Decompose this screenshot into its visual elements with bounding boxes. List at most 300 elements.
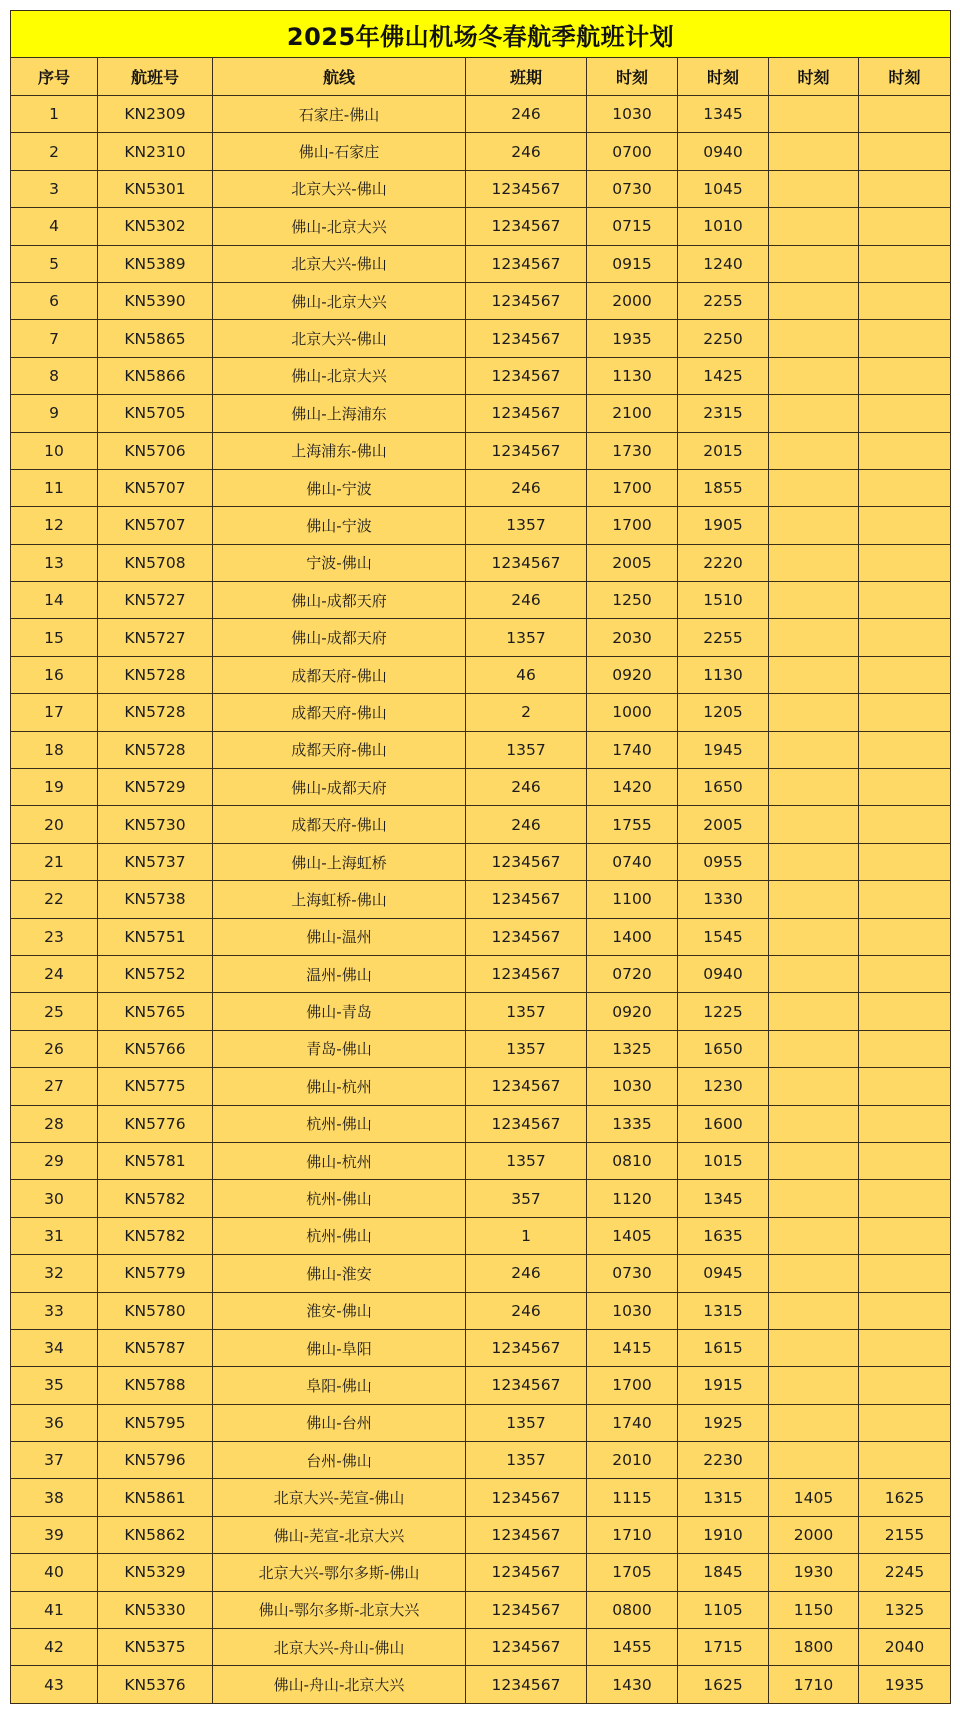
cell-time-3: 1930 — [769, 1554, 859, 1591]
cell-time-2: 1010 — [678, 208, 769, 245]
cell-days: 1234567 — [466, 1591, 587, 1628]
table-row — [11, 843, 951, 880]
cell-time-2: 1045 — [678, 170, 769, 207]
cell-route: 佛山-宁波 — [213, 507, 466, 544]
table-row — [11, 1404, 951, 1441]
cell-flight-no: KN5727 — [98, 619, 213, 656]
cell-seq: 31 — [11, 1217, 98, 1254]
cell-days: 246 — [466, 806, 587, 843]
cell-time-4 — [859, 395, 951, 432]
cell-time-2: 2015 — [678, 432, 769, 469]
cell-route: 佛山-北京大兴 — [213, 282, 466, 319]
cell-time-2: 1015 — [678, 1142, 769, 1179]
cell-time-3 — [769, 1329, 859, 1366]
cell-days: 1357 — [466, 1142, 587, 1179]
header-route: 航线 — [213, 58, 466, 96]
cell-seq: 9 — [11, 395, 98, 432]
cell-flight-no: KN5707 — [98, 507, 213, 544]
cell-route: 成都天府-佛山 — [213, 731, 466, 768]
header-flight-no: 航班号 — [98, 58, 213, 96]
cell-seq: 14 — [11, 582, 98, 619]
cell-time-3 — [769, 881, 859, 918]
table-row — [11, 1105, 951, 1142]
table-row — [11, 769, 951, 806]
cell-time-1: 1400 — [587, 918, 678, 955]
cell-route: 杭州-佛山 — [213, 1180, 466, 1217]
cell-time-1: 0800 — [587, 1591, 678, 1628]
table-row — [11, 507, 951, 544]
table-row — [11, 1442, 951, 1479]
cell-route: 淮安-佛山 — [213, 1292, 466, 1329]
cell-time-3 — [769, 1292, 859, 1329]
cell-time-3 — [769, 282, 859, 319]
cell-time-4 — [859, 1105, 951, 1142]
cell-route: 上海虹桥-佛山 — [213, 881, 466, 918]
cell-time-4: 1625 — [859, 1479, 951, 1516]
cell-time-4 — [859, 245, 951, 282]
cell-days: 1234567 — [466, 1367, 587, 1404]
cell-flight-no: KN5389 — [98, 245, 213, 282]
cell-seq: 23 — [11, 918, 98, 955]
cell-days: 246 — [466, 1255, 587, 1292]
cell-route: 温州-佛山 — [213, 955, 466, 992]
cell-days: 1357 — [466, 619, 587, 656]
cell-time-3 — [769, 96, 859, 133]
table-row — [11, 619, 951, 656]
cell-time-2: 1905 — [678, 507, 769, 544]
table-row — [11, 1629, 951, 1666]
cell-time-1: 1420 — [587, 769, 678, 806]
cell-time-2: 1545 — [678, 918, 769, 955]
cell-time-1: 2100 — [587, 395, 678, 432]
table-row — [11, 1180, 951, 1217]
cell-time-4 — [859, 1030, 951, 1067]
cell-route: 台州-佛山 — [213, 1442, 466, 1479]
cell-flight-no: KN5787 — [98, 1329, 213, 1366]
cell-flight-no: KN5390 — [98, 282, 213, 319]
table-row — [11, 1516, 951, 1553]
cell-time-4 — [859, 1180, 951, 1217]
cell-time-4 — [859, 1142, 951, 1179]
flight-schedule-table — [10, 10, 951, 1704]
table-row — [11, 881, 951, 918]
cell-days: 1234567 — [466, 1516, 587, 1553]
cell-time-1: 1335 — [587, 1105, 678, 1142]
cell-seq: 18 — [11, 731, 98, 768]
cell-flight-no: KN5779 — [98, 1255, 213, 1292]
cell-days: 1234567 — [466, 1479, 587, 1516]
cell-time-4 — [859, 806, 951, 843]
cell-seq: 12 — [11, 507, 98, 544]
cell-flight-no: KN5730 — [98, 806, 213, 843]
table-row — [11, 357, 951, 394]
cell-days: 246 — [466, 1292, 587, 1329]
cell-flight-no: KN5781 — [98, 1142, 213, 1179]
cell-time-1: 1730 — [587, 432, 678, 469]
cell-days: 246 — [466, 582, 587, 619]
cell-route: 佛山-杭州 — [213, 1068, 466, 1105]
cell-time-3 — [769, 1180, 859, 1217]
cell-route: 上海浦东-佛山 — [213, 432, 466, 469]
cell-time-3 — [769, 208, 859, 245]
cell-seq: 22 — [11, 881, 98, 918]
cell-time-4: 1325 — [859, 1591, 951, 1628]
cell-time-3 — [769, 918, 859, 955]
header-time-2: 时刻 — [678, 58, 769, 96]
cell-time-3 — [769, 993, 859, 1030]
cell-seq: 37 — [11, 1442, 98, 1479]
table-row — [11, 731, 951, 768]
cell-time-2: 1205 — [678, 694, 769, 731]
cell-seq: 27 — [11, 1068, 98, 1105]
cell-time-2: 2230 — [678, 1442, 769, 1479]
table-row — [11, 245, 951, 282]
cell-time-4 — [859, 282, 951, 319]
cell-time-3: 1150 — [769, 1591, 859, 1628]
cell-time-4 — [859, 1068, 951, 1105]
cell-time-3 — [769, 507, 859, 544]
cell-seq: 10 — [11, 432, 98, 469]
table-row — [11, 694, 951, 731]
cell-time-4 — [859, 96, 951, 133]
cell-time-4 — [859, 993, 951, 1030]
cell-time-1: 1405 — [587, 1217, 678, 1254]
cell-time-2: 1845 — [678, 1554, 769, 1591]
cell-days: 1234567 — [466, 1666, 587, 1703]
cell-time-2: 2315 — [678, 395, 769, 432]
table-row — [11, 395, 951, 432]
cell-flight-no: KN5780 — [98, 1292, 213, 1329]
table-row — [11, 1554, 951, 1591]
cell-days: 1234567 — [466, 1329, 587, 1366]
cell-route: 佛山-北京大兴 — [213, 208, 466, 245]
cell-route: 杭州-佛山 — [213, 1105, 466, 1142]
cell-flight-no: KN5752 — [98, 955, 213, 992]
table-row — [11, 96, 951, 133]
title-row — [11, 11, 951, 58]
table-row — [11, 918, 951, 955]
cell-time-2: 1600 — [678, 1105, 769, 1142]
table-row — [11, 656, 951, 693]
cell-time-2: 1425 — [678, 357, 769, 394]
table-row — [11, 282, 951, 319]
cell-route: 佛山-上海浦东 — [213, 395, 466, 432]
cell-time-3 — [769, 357, 859, 394]
table-row — [11, 544, 951, 581]
cell-seq: 38 — [11, 1479, 98, 1516]
cell-seq: 42 — [11, 1629, 98, 1666]
cell-time-2: 1510 — [678, 582, 769, 619]
cell-flight-no: KN5728 — [98, 731, 213, 768]
cell-route: 佛山-北京大兴 — [213, 357, 466, 394]
cell-flight-no: KN5866 — [98, 357, 213, 394]
cell-route: 青岛-佛山 — [213, 1030, 466, 1067]
cell-time-1: 1325 — [587, 1030, 678, 1067]
cell-time-1: 1030 — [587, 1068, 678, 1105]
cell-days: 1234567 — [466, 1554, 587, 1591]
cell-route: 阜阳-佛山 — [213, 1367, 466, 1404]
cell-flight-no: KN5329 — [98, 1554, 213, 1591]
cell-days: 1357 — [466, 1442, 587, 1479]
cell-time-1: 1120 — [587, 1180, 678, 1217]
cell-time-2: 1330 — [678, 881, 769, 918]
table-row — [11, 1030, 951, 1067]
cell-time-1: 2030 — [587, 619, 678, 656]
cell-time-3 — [769, 432, 859, 469]
cell-time-4 — [859, 881, 951, 918]
cell-time-1: 2000 — [587, 282, 678, 319]
cell-seq: 25 — [11, 993, 98, 1030]
cell-time-2: 1315 — [678, 1292, 769, 1329]
cell-flight-no: KN5862 — [98, 1516, 213, 1553]
cell-time-3 — [769, 694, 859, 731]
table-row — [11, 133, 951, 170]
cell-seq: 8 — [11, 357, 98, 394]
cell-time-4 — [859, 843, 951, 880]
cell-seq: 3 — [11, 170, 98, 207]
table-row — [11, 170, 951, 207]
table-row — [11, 432, 951, 469]
cell-flight-no: KN5751 — [98, 918, 213, 955]
cell-time-3 — [769, 656, 859, 693]
cell-time-4 — [859, 582, 951, 619]
cell-route: 北京大兴-佛山 — [213, 170, 466, 207]
cell-flight-no: KN2310 — [98, 133, 213, 170]
cell-route: 北京大兴-佛山 — [213, 245, 466, 282]
flight-schedule-sheet — [10, 10, 950, 1704]
cell-flight-no: KN5301 — [98, 170, 213, 207]
cell-time-4 — [859, 170, 951, 207]
cell-seq: 21 — [11, 843, 98, 880]
cell-time-2: 1315 — [678, 1479, 769, 1516]
table-row — [11, 320, 951, 357]
cell-route: 佛山-青岛 — [213, 993, 466, 1030]
cell-time-3 — [769, 133, 859, 170]
cell-days: 1357 — [466, 1404, 587, 1441]
cell-time-2: 1635 — [678, 1217, 769, 1254]
cell-time-4 — [859, 469, 951, 506]
cell-seq: 36 — [11, 1404, 98, 1441]
cell-days: 1234567 — [466, 208, 587, 245]
cell-time-1: 1000 — [587, 694, 678, 731]
cell-time-2: 0940 — [678, 133, 769, 170]
header-time-3: 时刻 — [769, 58, 859, 96]
cell-days: 1234567 — [466, 1068, 587, 1105]
cell-time-1: 0715 — [587, 208, 678, 245]
table-row — [11, 993, 951, 1030]
cell-route: 石家庄-佛山 — [213, 96, 466, 133]
cell-time-1: 0730 — [587, 1255, 678, 1292]
cell-time-2: 0940 — [678, 955, 769, 992]
cell-time-1: 1030 — [587, 96, 678, 133]
cell-seq: 6 — [11, 282, 98, 319]
cell-flight-no: KN5738 — [98, 881, 213, 918]
cell-time-1: 1250 — [587, 582, 678, 619]
cell-time-1: 1115 — [587, 1479, 678, 1516]
cell-route: 成都天府-佛山 — [213, 656, 466, 693]
cell-days: 1357 — [466, 993, 587, 1030]
cell-route: 成都天府-佛山 — [213, 694, 466, 731]
cell-days: 246 — [466, 769, 587, 806]
cell-seq: 20 — [11, 806, 98, 843]
cell-route: 北京大兴-鄂尔多斯-佛山 — [213, 1554, 466, 1591]
cell-time-4 — [859, 1255, 951, 1292]
cell-time-1: 1755 — [587, 806, 678, 843]
table-row — [11, 1142, 951, 1179]
cell-time-1: 1740 — [587, 731, 678, 768]
cell-time-2: 1650 — [678, 1030, 769, 1067]
table-row — [11, 469, 951, 506]
cell-days: 46 — [466, 656, 587, 693]
cell-time-4 — [859, 208, 951, 245]
cell-time-4 — [859, 432, 951, 469]
cell-time-4: 1935 — [859, 1666, 951, 1703]
cell-time-3 — [769, 1142, 859, 1179]
cell-time-4 — [859, 1329, 951, 1366]
cell-flight-no: KN5865 — [98, 320, 213, 357]
cell-time-4: 2040 — [859, 1629, 951, 1666]
cell-days: 1234567 — [466, 918, 587, 955]
cell-time-3 — [769, 582, 859, 619]
cell-time-2: 1650 — [678, 769, 769, 806]
cell-time-2: 1615 — [678, 1329, 769, 1366]
cell-time-4 — [859, 357, 951, 394]
cell-time-2: 1240 — [678, 245, 769, 282]
cell-time-3 — [769, 1404, 859, 1441]
cell-time-3 — [769, 1442, 859, 1479]
cell-time-4 — [859, 619, 951, 656]
cell-time-1: 0920 — [587, 656, 678, 693]
table-row — [11, 806, 951, 843]
cell-seq: 13 — [11, 544, 98, 581]
cell-seq: 30 — [11, 1180, 98, 1217]
cell-days: 1234567 — [466, 320, 587, 357]
cell-time-4 — [859, 955, 951, 992]
cell-time-2: 1230 — [678, 1068, 769, 1105]
cell-flight-no: KN5302 — [98, 208, 213, 245]
cell-time-3 — [769, 1068, 859, 1105]
cell-flight-no: KN5706 — [98, 432, 213, 469]
cell-flight-no: KN5765 — [98, 993, 213, 1030]
cell-route: 佛山-成都天府 — [213, 769, 466, 806]
cell-route: 佛山-温州 — [213, 918, 466, 955]
cell-time-1: 1705 — [587, 1554, 678, 1591]
cell-time-2: 2250 — [678, 320, 769, 357]
cell-time-2: 0945 — [678, 1255, 769, 1292]
cell-flight-no: KN5728 — [98, 656, 213, 693]
cell-time-2: 2005 — [678, 806, 769, 843]
cell-days: 1234567 — [466, 245, 587, 282]
cell-time-4: 2155 — [859, 1516, 951, 1553]
cell-time-4 — [859, 1404, 951, 1441]
cell-time-2: 0955 — [678, 843, 769, 880]
cell-time-3 — [769, 1217, 859, 1254]
cell-seq: 24 — [11, 955, 98, 992]
cell-time-2: 1625 — [678, 1666, 769, 1703]
cell-flight-no: KN5796 — [98, 1442, 213, 1479]
cell-seq: 7 — [11, 320, 98, 357]
cell-flight-no: KN5782 — [98, 1217, 213, 1254]
cell-time-3 — [769, 806, 859, 843]
table-row — [11, 208, 951, 245]
cell-time-4: 2245 — [859, 1554, 951, 1591]
cell-flight-no: KN5708 — [98, 544, 213, 581]
cell-days: 1 — [466, 1217, 587, 1254]
cell-time-1: 2005 — [587, 544, 678, 581]
cell-flight-no: KN5330 — [98, 1591, 213, 1628]
cell-days: 1234567 — [466, 544, 587, 581]
cell-time-2: 1225 — [678, 993, 769, 1030]
cell-time-1: 1030 — [587, 1292, 678, 1329]
cell-days: 1234567 — [466, 881, 587, 918]
cell-time-3 — [769, 1030, 859, 1067]
cell-seq: 43 — [11, 1666, 98, 1703]
cell-route: 成都天府-佛山 — [213, 806, 466, 843]
cell-time-3 — [769, 843, 859, 880]
cell-route: 佛山-杭州 — [213, 1142, 466, 1179]
cell-seq: 5 — [11, 245, 98, 282]
cell-seq: 17 — [11, 694, 98, 731]
cell-route: 佛山-成都天府 — [213, 582, 466, 619]
cell-time-1: 0700 — [587, 133, 678, 170]
cell-route: 佛山-成都天府 — [213, 619, 466, 656]
cell-days: 246 — [466, 96, 587, 133]
cell-time-2: 2255 — [678, 619, 769, 656]
cell-seq: 34 — [11, 1329, 98, 1366]
cell-flight-no: KN5766 — [98, 1030, 213, 1067]
table-body — [11, 96, 951, 1704]
cell-time-2: 1715 — [678, 1629, 769, 1666]
cell-time-2: 1130 — [678, 656, 769, 693]
cell-time-4 — [859, 694, 951, 731]
cell-flight-no: KN5707 — [98, 469, 213, 506]
cell-route: 佛山-宁波 — [213, 469, 466, 506]
table-row — [11, 1591, 951, 1628]
cell-days: 2 — [466, 694, 587, 731]
cell-route: 北京大兴-舟山-佛山 — [213, 1629, 466, 1666]
cell-time-1: 1710 — [587, 1516, 678, 1553]
cell-time-1: 1455 — [587, 1629, 678, 1666]
cell-time-4 — [859, 133, 951, 170]
cell-time-1: 0915 — [587, 245, 678, 282]
cell-time-2: 1345 — [678, 96, 769, 133]
cell-time-1: 1415 — [587, 1329, 678, 1366]
cell-flight-no: KN5788 — [98, 1367, 213, 1404]
header-time-4: 时刻 — [859, 58, 951, 96]
cell-time-4 — [859, 918, 951, 955]
cell-seq: 33 — [11, 1292, 98, 1329]
cell-time-3 — [769, 731, 859, 768]
cell-days: 1234567 — [466, 1105, 587, 1142]
table-row — [11, 955, 951, 992]
table-row — [11, 1217, 951, 1254]
cell-time-4 — [859, 1367, 951, 1404]
header-days: 班期 — [466, 58, 587, 96]
cell-time-1: 1700 — [587, 1367, 678, 1404]
cell-time-2: 1345 — [678, 1180, 769, 1217]
cell-time-1: 1700 — [587, 507, 678, 544]
cell-seq: 29 — [11, 1142, 98, 1179]
cell-route: 佛山-舟山-北京大兴 — [213, 1666, 466, 1703]
cell-time-1: 1430 — [587, 1666, 678, 1703]
cell-time-2: 2220 — [678, 544, 769, 581]
cell-route: 杭州-佛山 — [213, 1217, 466, 1254]
cell-time-4 — [859, 731, 951, 768]
cell-time-1: 1130 — [587, 357, 678, 394]
cell-route: 佛山-台州 — [213, 1404, 466, 1441]
cell-time-3 — [769, 544, 859, 581]
cell-time-1: 0720 — [587, 955, 678, 992]
